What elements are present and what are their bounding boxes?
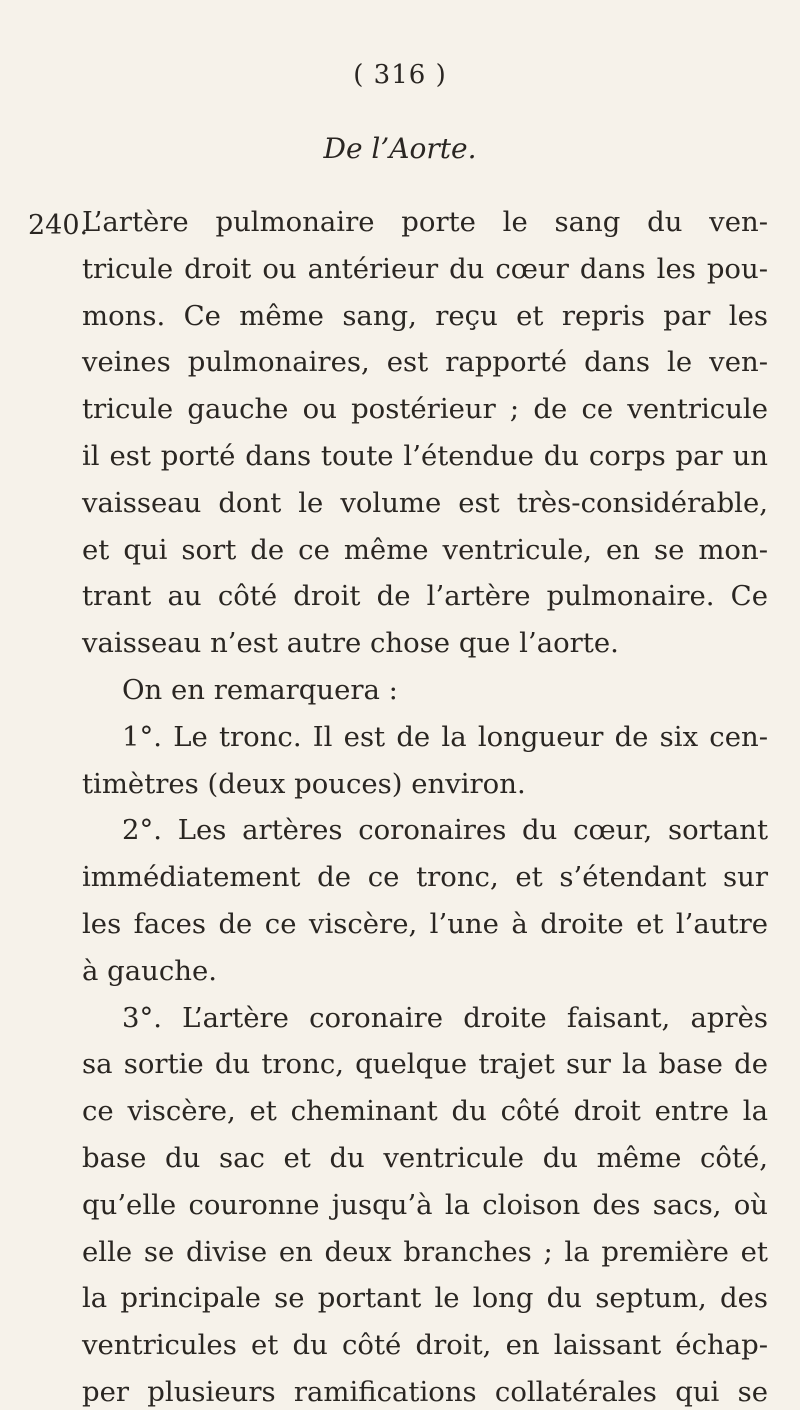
text-line: timètres (deux pouces) environ. bbox=[82, 767, 526, 800]
text-line: tricule gauche ou postérieur ; de ce ventricule bbox=[82, 393, 768, 426]
text-line: à gauche. bbox=[82, 954, 217, 987]
text-line: base du sac et du ventricule du même côté, bbox=[82, 1142, 768, 1174]
text-line: elle se divise en deux branches ; la première et bbox=[82, 1235, 768, 1268]
text-line: 2°. Les artères coronaires du cœur, sortant bbox=[122, 814, 768, 847]
text-line: 1°. Le tronc. Il est de la longueur de six cen- bbox=[122, 720, 768, 753]
text-line: vaisseau n’est autre chose que l’aorte. bbox=[82, 627, 619, 660]
text-line: ventricules et du côté droit, en laissant échap- bbox=[82, 1329, 768, 1362]
text-line: tricule droit ou antérieur du cœur dans les pou- bbox=[82, 252, 768, 285]
text-line: trant au côté droit de l’artère pulmonaire. Ce bbox=[82, 580, 768, 613]
text-line: mons. Ce même sang, reçu et repris par les bbox=[82, 299, 768, 332]
text-line: sa sortie du tronc, quelque trajet sur la base de bbox=[82, 1048, 768, 1081]
text-line: immédiatement de ce tronc, et s’étendant sur bbox=[82, 861, 768, 894]
page-number: ( 316 ) bbox=[353, 60, 447, 90]
text-line: les faces de ce viscère, l’une à droite et l’autre bbox=[82, 908, 768, 940]
text-line: et qui sort de ce même ventricule, en se mon- bbox=[82, 533, 768, 566]
text-line: On en remarquera : bbox=[122, 674, 398, 706]
text-line: la principale se portant le long du septum, des bbox=[82, 1282, 768, 1315]
chapter-title: De l’Aorte. bbox=[323, 132, 477, 165]
text-line: ce viscère, et cheminant du côté droit entre la bbox=[82, 1095, 768, 1128]
paragraph-number: 240. bbox=[28, 210, 89, 241]
text-line: il est porté dans toute l’étendue du corps par un bbox=[82, 440, 768, 472]
text-line: 3°. L’artère coronaire droite faisant, après bbox=[122, 1001, 768, 1034]
text-line: qu’elle couronne jusqu’à la cloison des sacs, où bbox=[82, 1188, 768, 1221]
text-line: per plusieurs ramifications collatérales qui se bbox=[82, 1376, 768, 1408]
text-line: vaisseau dont le volume est très-considérable, bbox=[82, 486, 768, 519]
text-line: veines pulmonaires, est rapporté dans le ven- bbox=[82, 346, 768, 379]
text-line: L’artère pulmonaire porte le sang du ven- bbox=[82, 206, 768, 238]
